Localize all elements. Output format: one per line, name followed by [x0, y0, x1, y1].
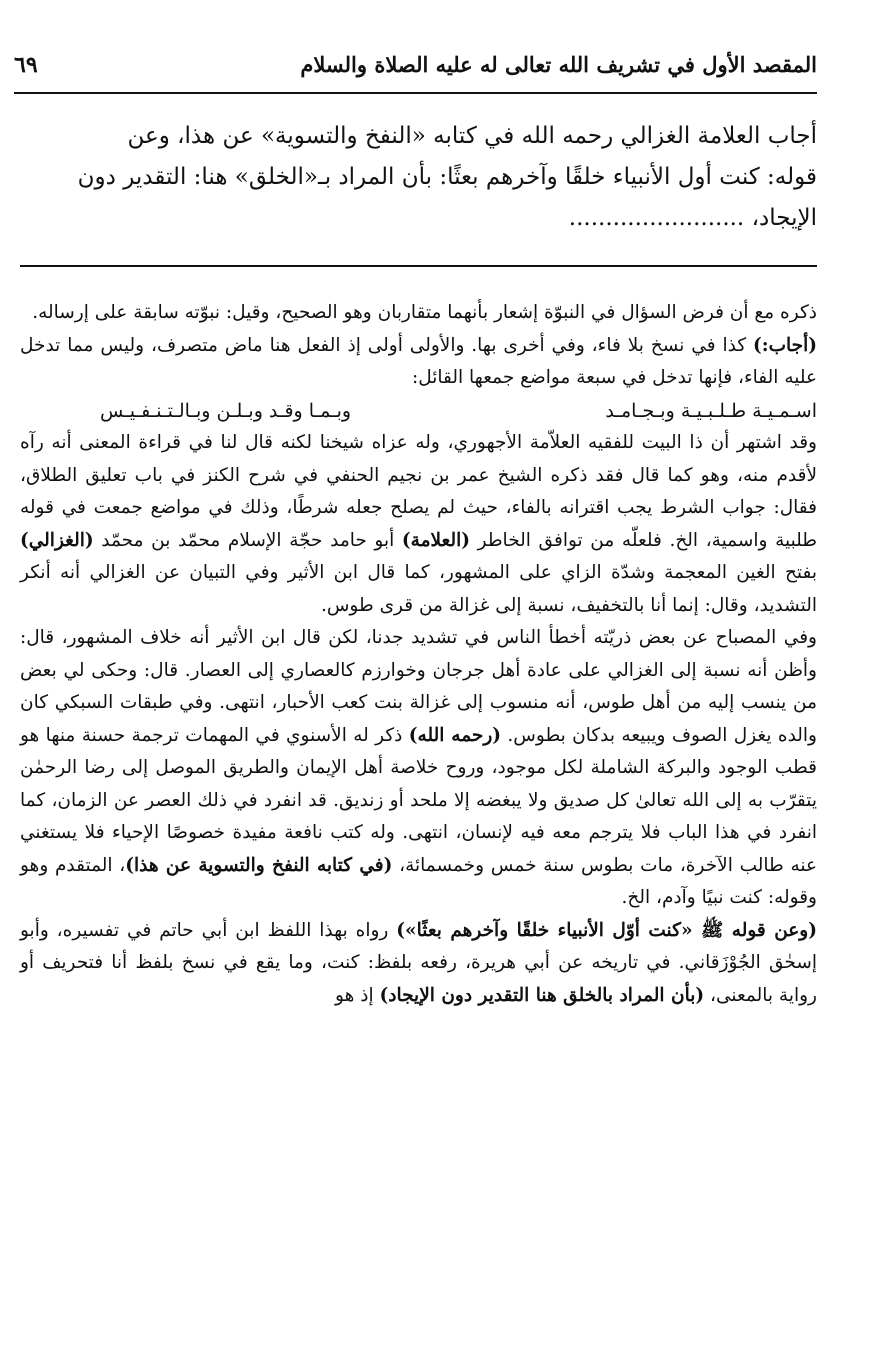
lemma-label: (العلامة): [401, 529, 470, 551]
paragraph-text: بفتح الغين المعجمة وشدّة الزاي على المشهور، كما قال ابن الأثير وفي التبيان عن الغزالي أنه أنكر التشديد، وقال: إنما أنا بالتخفيف، نسبة إلى غزالة من قرى طوس.: [20, 562, 817, 616]
paragraph-text: ، المتقدم وهو وقوله: كنت نبيًا وآدم، الخ.: [20, 854, 817, 908]
commentary-text: [20, 297, 817, 1012]
separator-rule: [20, 265, 817, 267]
main-text-line-3: [16, 198, 817, 239]
verse-first-hemistich: اسـمـيـة طـلـبـيـة وبـجـامـد: [605, 399, 817, 422]
lemma-label: (في كتابه النفخ والتسوية عن هذا): [125, 854, 393, 876]
lemma-label: (الغزالي): [20, 529, 94, 551]
lemma-label: (بأن المراد بالخلق هنا التقدير دون الإيجاد): [379, 984, 705, 1006]
verse-second-hemistich: وبـمـا وقـد وبـلـن وبـالـتـنـفـيـس: [100, 399, 352, 422]
paragraph-text: ذكر له الأسنوي في المهمات ترجمة حسنة منها هو قطب الوجود والبركة الشاملة لكل موجود، وروح خلاصة أهل الإيمان والطريق الموصل إلى رضا الرحمٰن يتقرّب به إلى الله تعالىٰ كل صديق ولا يبغضه إلا ملحد أو زنديق. قد انفرد في ذلك العصر عن الزمان، كما انفرد في هذا الباب فلا يترجم معه فيه لإنسان، انتهى. وله كتب نافعة مفيدة خصوصًا الإحياء فلا يستغني عنه طالب الآخرة، مات بطوس سنة خمس وخمسمائة،: [20, 724, 817, 876]
ellipsis-dots: ........................: [568, 205, 745, 231]
commentary-paragraph-1: ذكره مع أن فرض السؤال في النبوّة إشعار بأنهما متقاربان وهو الصحيح، وقيل: نبوّته سابقة على إرساله.: [32, 302, 817, 323]
main-text: [16, 116, 817, 239]
paragraph-text: رواه بهذا اللفظ ابن أبي حاتم في تفسيره، وأبو إسحٰق الجُوْزَقاني. في تاريخه عن أبي هريرة، رفعه بلفظ: كنت، وما يقع في نسخ بلفظ أنا فتحريف أو رواية بالمعنى،: [20, 919, 817, 1006]
commentary-paragraph-5: [20, 915, 817, 1013]
main-text-line-3-word: الإيجاد،: [751, 205, 817, 231]
paragraph-text: وقد اشتهر أن ذا البيت للفقيه العلاّمة الأجهوري، وله عزاه شيخنا لكنه قال لنا في قراءة المعنى أنه رآه لأقدم منه، وهو كما قال فقد ذكره الشيخ عمر بن نجيم الحنفي في شرح الكنز في باب تعليق الطلاق، فقال: جواب الشرط يجب اقترانه بالفاء، حيث لم يصلح جعله شرطًا، وذلك في مواضع جمعت في قوله طلبية واسمية، الخ. فلعلّه من توافق الخاطر: [20, 432, 817, 551]
lemma-label: (أجاب:): [753, 334, 817, 356]
paragraph-text: أبو حامد حجّة الإسلام محمّد بن محمّد: [93, 529, 402, 551]
paragraph-text: كذا في نسخ بلا فاء، وفي أخرى بها. والأولى أولى إذ الفعل هنا ماض متصرف، وليس مما تدخل عليه الفاء، فإنها تدخل في سبعة مواضع جمعها القائل:: [20, 334, 817, 388]
page-header: [14, 50, 817, 94]
paragraph-text: وفي المصباح عن بعض ذريّته أخطأ الناس في تشديد جدنا، لكن قال ابن الأثير أنه خلاف المشهور، قال: وأظن أنه نسبة إلى الغزالي على عادة أهل جرجان وخوارزم كالعصاري إلى العصار. قال: وحكى لي بعض من ينسب إليه من أهل طوس، أنه منسوب إلى غزالة بنت كعب الأحبار، انتهى. وفي طبقات السبكي كان والده يغزل الصوف ويبيعه بدكان بطوس.: [20, 627, 817, 746]
lemma-label: (رحمه الله): [408, 724, 502, 746]
commentary-paragraph-3: [20, 427, 817, 622]
poetry-verse: [20, 395, 817, 428]
commentary-paragraph-2: [20, 330, 817, 395]
paragraph-text: إذ هو: [335, 984, 380, 1006]
main-text-line-1: أجاب العلامة الغزالي رحمه الله في كتابه «النفخ والتسوية» عن هذا، وعن: [127, 123, 817, 149]
running-title: المقصد الأول في تشريف الله تعالى له عليه الصلاة والسلام: [300, 52, 817, 77]
lemma-label: (وعن قوله ﷺ «كنت أوّل الأنبياء خلقًا وآخرهم بعثًا»): [396, 919, 817, 941]
main-text-line-2: قوله: كنت أول الأنبياء خلقًا وآخرهم بعثًا: بأن المراد بـ«الخلق» هنا: التقدير دون: [77, 164, 817, 190]
page-number: ٦٩: [14, 52, 38, 78]
commentary-paragraph-4: [20, 622, 817, 915]
